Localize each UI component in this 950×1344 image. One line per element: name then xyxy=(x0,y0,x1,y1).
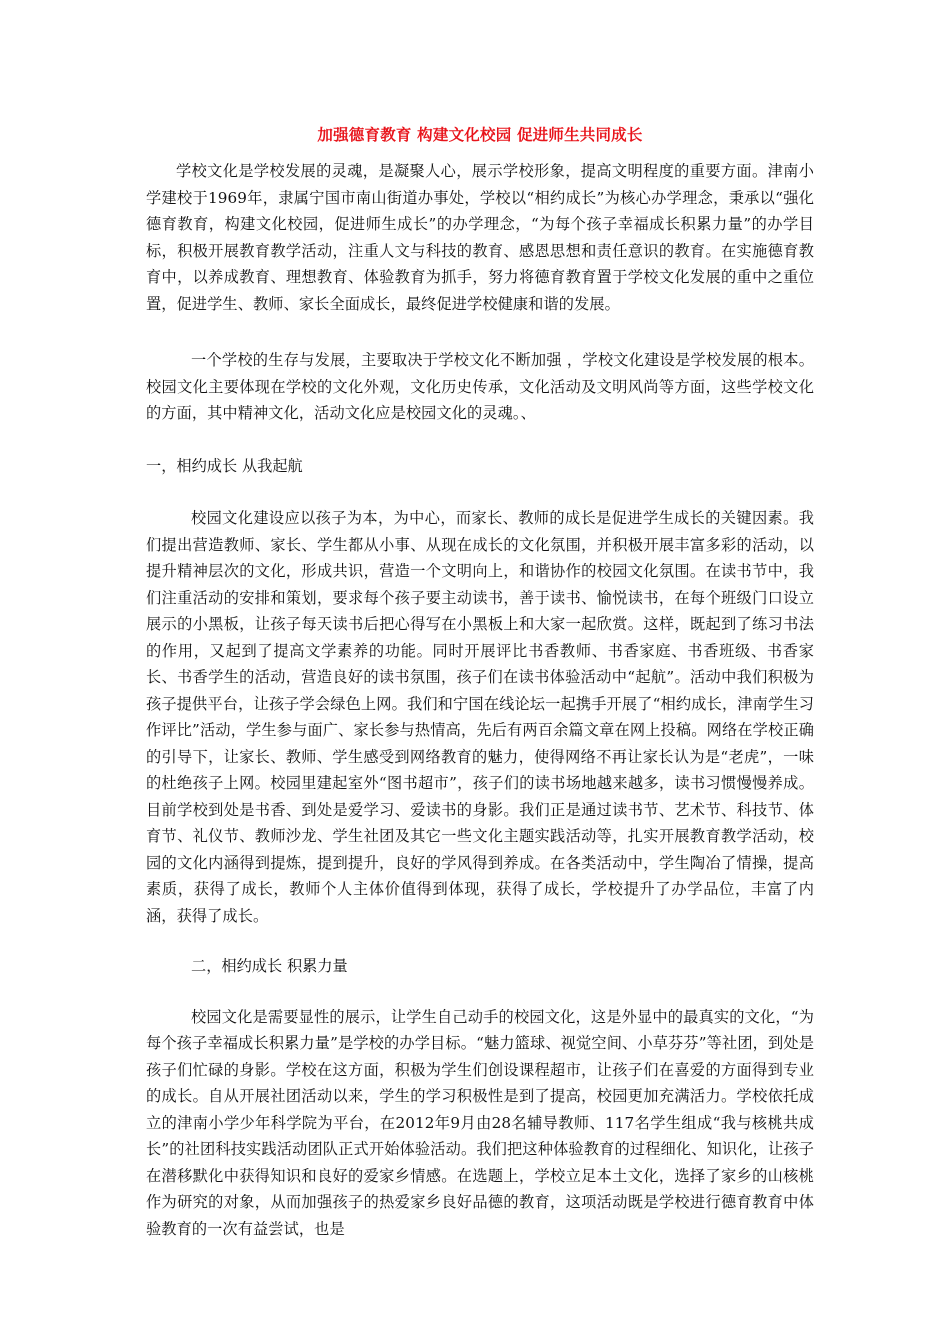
paragraph-culture: 一个学校的生存与发展，主要取决于学校文化不断加强 ，学校文化建设是学校发展的根本。校园文化主要体现在学校的文化外观，文化历史传承，文化活动及文明风尚等方面，这些学校文化的方面，其中精神文化，活动文化应是校园文化的灵魂。、 xyxy=(146,351,814,422)
spacer xyxy=(146,929,814,953)
section-heading-1: 一，相约成长 从我起航 xyxy=(146,456,303,475)
paragraph-section-1: 校园文化建设应以孩子为本，为中心，而家长、教师的成长是促进学生成长的关键因素。我们提出营造教师、家长、学生都从小事、从现在成长的文化氛围，并积极开展丰富多彩的活动，以提升精神层次的文化，形成共识，营造一个文明向上，和谐协作的校园文化氛围。在读书节中，我们注重活动的安排和策划，要求每个孩子要主动读书，善于读书、愉悦读书，在每个班级门口设立展示的小黑板，让孩子每天读书后把心得写在小黑板上和大家一起欣赏。这样，既起到了练习书法的作用，又起到了提高文学素养的功能。同时开展评比书香教师、书香家庭、书香班级、书香家长、书香学生的活动，营造良好的读书氛围，孩子们在读书体验活动中“起航”。活动中我们积极为孩子提供平台，让孩子学会绿色上网。我们和宁国在线论坛一起携手开展了“相约成长，津南学生习作评比”活动，学生参与面广、家长参与热情高，先后有两百余篇文章在网上投稿。网络在学校正确的引导下，让家长、教师、学生感受到网络教育的魅力，使得网络不再让家长认为是“老虎”，一味的杜绝孩子上网。校园里建起室外“图书超市”，孩子们的读书场地越来越多，读书习惯慢慢养成。目前学校到处是书香、到处是爱学习、爱读书的身影。我们正是通过读书节、艺术节、科技节、体育节、礼仪节、教师沙龙、学生社团及其它一些文化主题实践活动等，扎实开展教育教学活动，校园的文化内涵得到提炼，提到提升，良好的学风得到养成。在各类活动中，学生陶冶了情操，提高素质，获得了成长，教师个人主体价值得到体现，获得了成长，学校提升了办学品位，丰富了内涵，获得了成长。 xyxy=(146,509,814,925)
document-page xyxy=(146,118,814,1242)
document-title: 加强德育教育 构建文化校园 促进师生共同成长 xyxy=(317,126,643,144)
paragraph-section-2: 校园文化是需要显性的展示，让学生自己动手的校园文化，这是外显中的最真实的文化，“为每个孩子幸福成长积累力量”是学校的办学目标。“魅力篮球、视觉空间、小草芬芬”等社团，到处是孩子们忙碌的身影。学校在这方面，积极为学生们创设课程超市，让孩子们在喜爱的方面得到专业的成长。自从开展社团活动以来，学生的学习积极性是到了提高，校园更加充满活力。学校依托成立的津南小学少年科学院为平台，在2012年9月由28名辅导教师、117名学生组成“我与核桃共成长”的社团科技实践活动团队正式开始体验活动。我们把这种体验教育的过程细化、知识化，让孩子在潜移默化中获得知识和良好的爱家乡情感。在选题上，学校立足本土文化，选择了家乡的山核桃作为研究的对象，从而加强孩子的热爱家乡良好品德的教育，这项活动既是学校进行德育教育中体验教育的一次有益尝试，也是 xyxy=(146,1007,814,1238)
spacer xyxy=(146,980,814,1004)
spacer xyxy=(146,427,814,453)
section-heading-2: 二，相约成长 积累力量 xyxy=(191,957,348,975)
paragraph-intro: 学校文化是学校发展的灵魂，是凝聚人心，展示学校形象，提高文明程度的重要方面。津南小学建校于1969年，隶属宁国市南山街道办事处，学校以“相约成长”为核心办学理念，秉承以“强化德育教育，构建文化校园，促进师生成长”的办学理念，“为每个孩子幸福成长积累力量”的办学目标，积极开展教育教学活动，注重人文与科技的教育、感恩思想和责任意识的教育。在实施德育教育中，以养成教育、理想教育、体验教育为抓手，努力将德育教育置于学校文化发展的重中之重位置，促进学生、教师、家长全面成长，最终促进学校健康和谐的发展。 xyxy=(146,162,814,313)
spacer xyxy=(146,317,814,347)
spacer xyxy=(146,479,814,505)
